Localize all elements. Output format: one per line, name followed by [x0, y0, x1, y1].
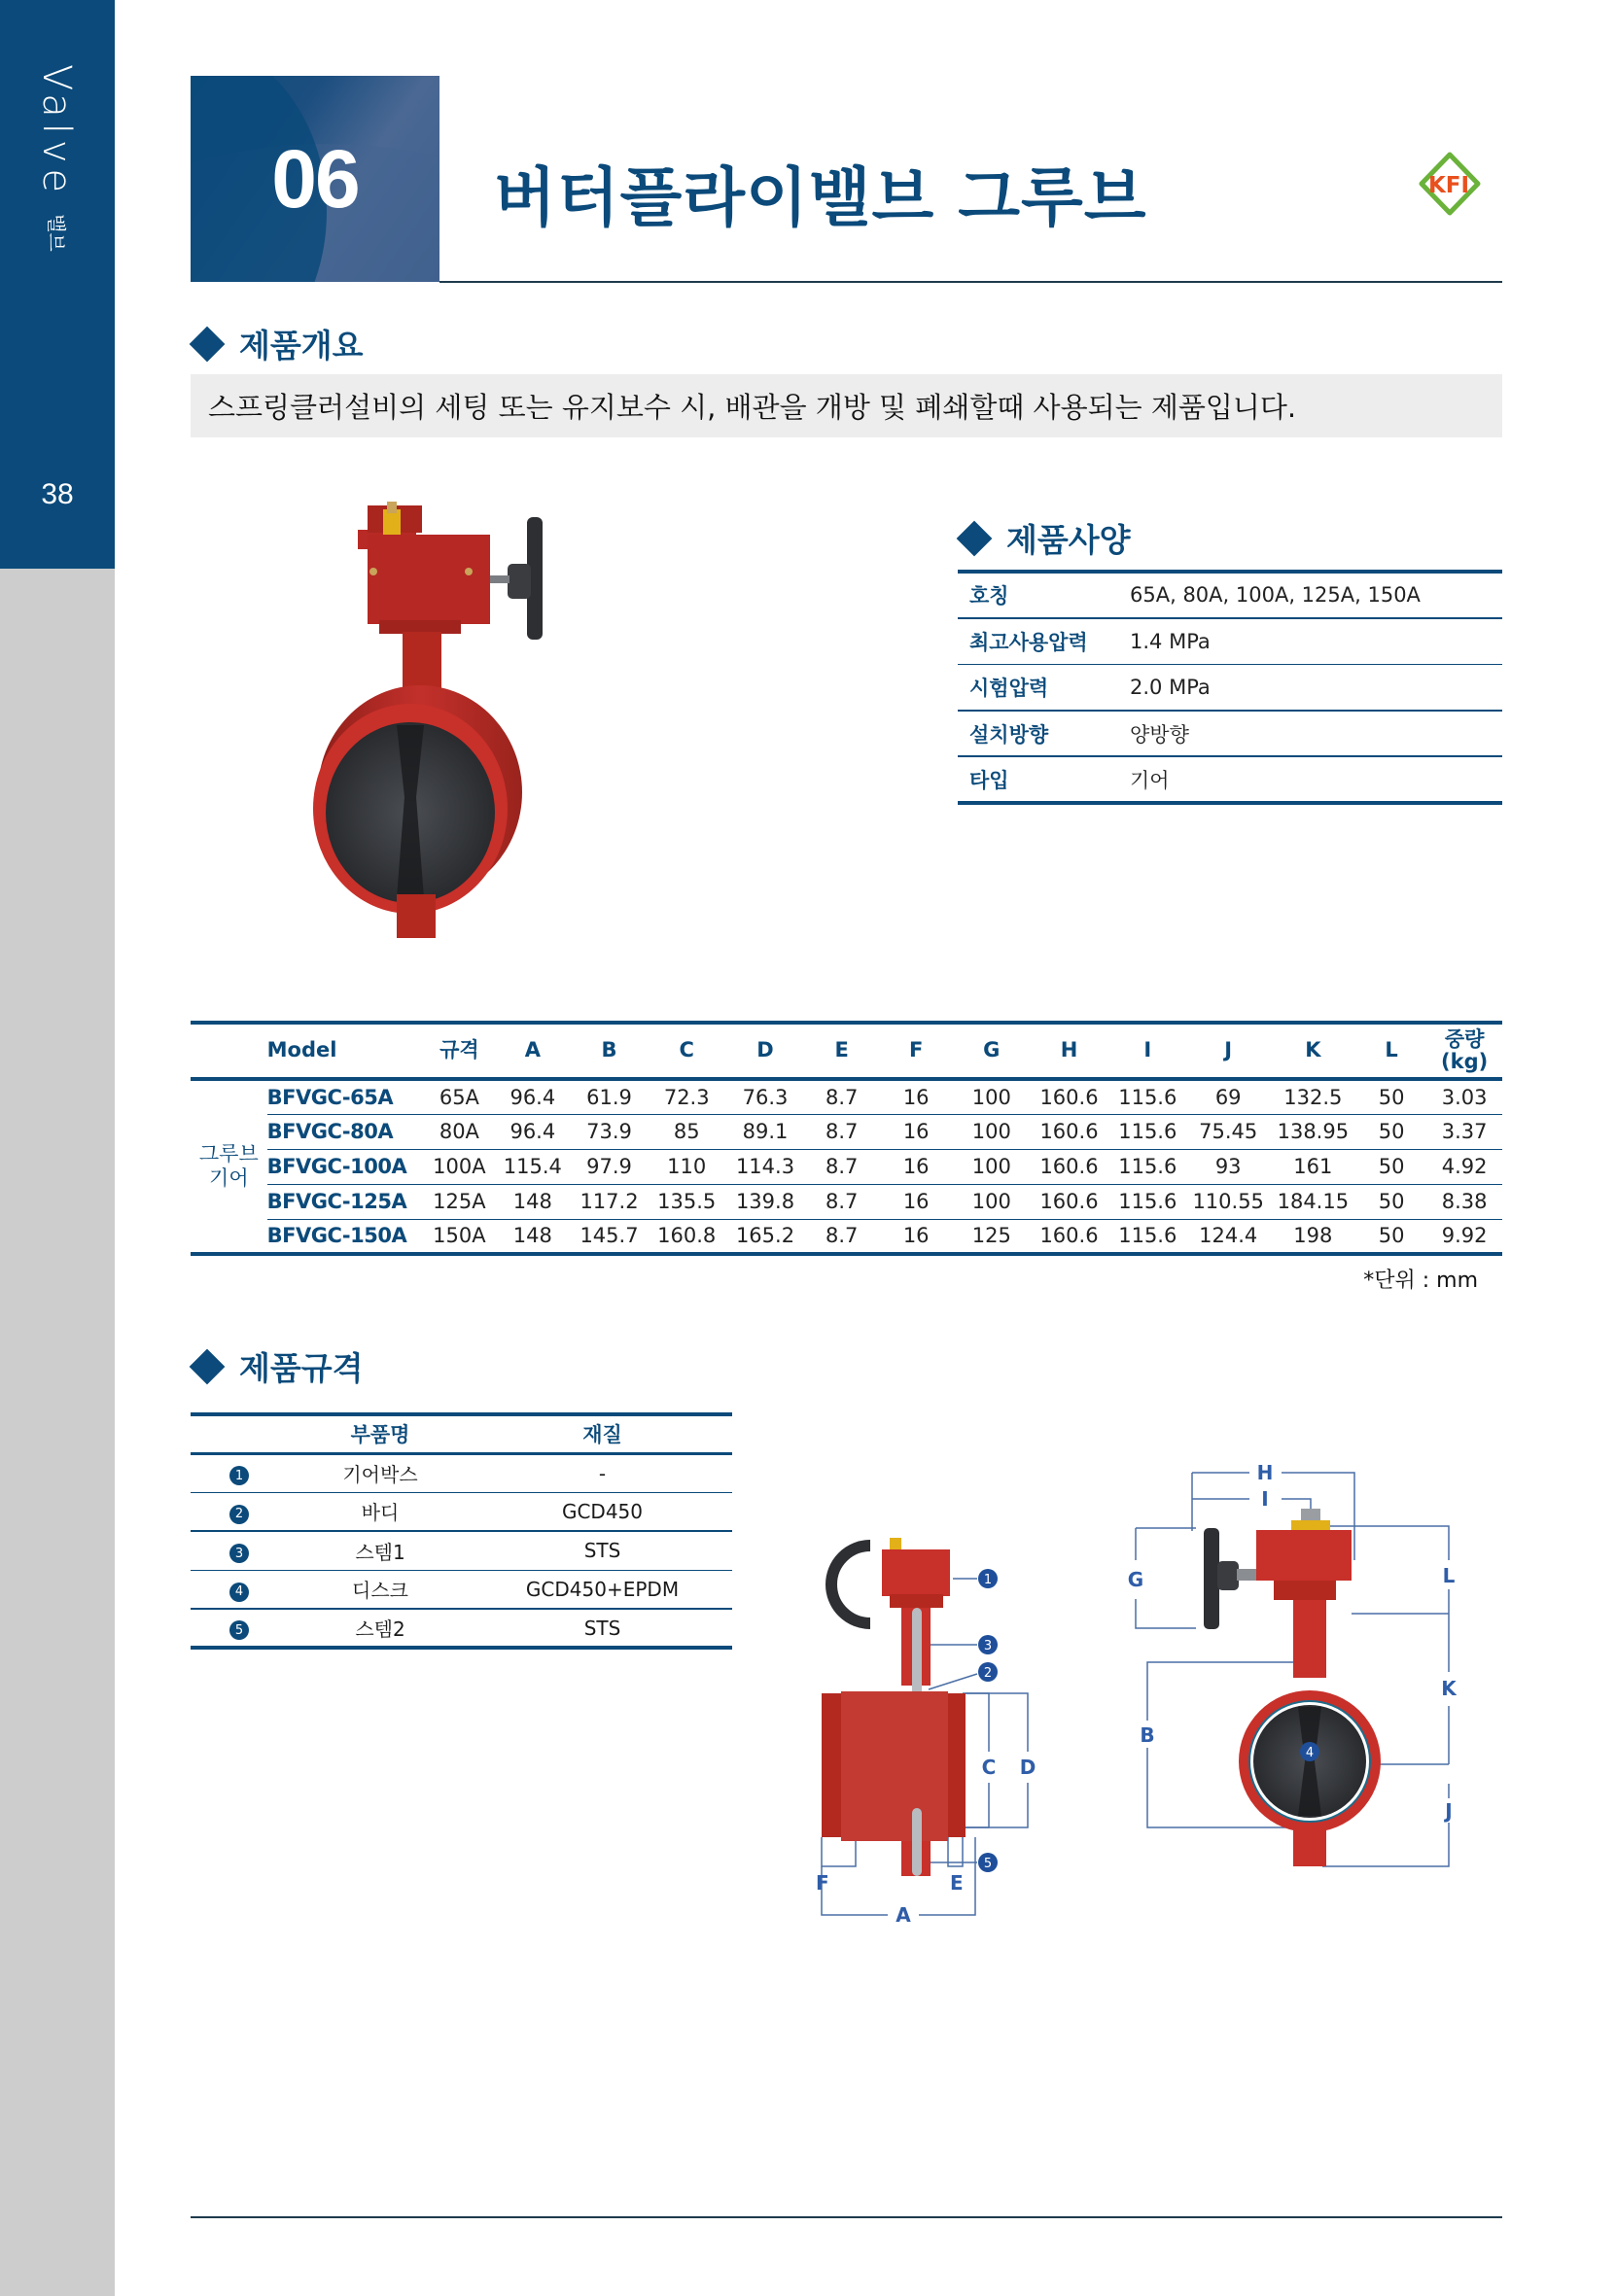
- side-gearbox: [882, 1549, 950, 1596]
- spec-row: [958, 711, 1502, 757]
- dim-cell: 80A: [424, 1114, 494, 1149]
- dim-header: G: [953, 1023, 1030, 1079]
- dim-row: [191, 1079, 1502, 1114]
- diagram-front-view: [1128, 1439, 1488, 1896]
- group-header: [191, 1023, 267, 1079]
- dim-label-i: I: [1261, 1487, 1269, 1511]
- spec-key: 시험압력: [958, 664, 1130, 711]
- dim-cell: 160.6: [1030, 1114, 1108, 1149]
- dim-header: C: [648, 1023, 726, 1079]
- dim-cell: 3.03: [1426, 1079, 1502, 1114]
- spec-value: 기어: [1130, 756, 1502, 803]
- spec-value: 65A, 80A, 100A, 125A, 150A: [1130, 572, 1502, 618]
- dim-cell: 160.6: [1030, 1149, 1108, 1184]
- dim-row: [191, 1149, 1502, 1184]
- model-cell: BFVGC-150A: [267, 1219, 425, 1254]
- dim-cell: 100A: [424, 1149, 494, 1184]
- model-cell: BFVGC-80A: [267, 1114, 425, 1149]
- dim-cell: 125: [953, 1219, 1030, 1254]
- part-number-badge: 3: [229, 1544, 249, 1563]
- dim-cell: 115.6: [1108, 1219, 1187, 1254]
- model-cell: BFVGC-65A: [267, 1079, 425, 1114]
- kfi-logo-text: KFI: [1427, 173, 1470, 198]
- overview-heading-text: 제품개요: [239, 327, 364, 365]
- dim-label-g: G: [1128, 1568, 1144, 1591]
- dim-cell: 100: [953, 1184, 1030, 1219]
- chapter-number: 06: [271, 132, 359, 225]
- dim-cell: 150A: [424, 1219, 494, 1254]
- dim-cell: 100: [953, 1114, 1030, 1149]
- part-number-badge: 2: [229, 1505, 249, 1524]
- dim-cell: 96.4: [495, 1079, 572, 1114]
- dim-cell: 114.3: [726, 1149, 805, 1184]
- dim-cell: 8.38: [1426, 1184, 1502, 1219]
- dim-cell: 16: [879, 1149, 954, 1184]
- diamond-bullet-icon: [190, 1348, 226, 1384]
- parts-heading: [191, 1343, 364, 1389]
- dim-cell: 184.15: [1270, 1184, 1356, 1219]
- dim-label-e: E: [950, 1871, 964, 1895]
- overview-text: 스프링클러설비의 세팅 또는 유지보수 시, 배관을 개방 및 폐쇄할때 사용되는 제품입니다.: [208, 391, 1297, 424]
- dim-header: D: [726, 1023, 805, 1079]
- callout-number: 2: [983, 1666, 993, 1681]
- part-material: GCD450+EPDM: [473, 1570, 732, 1609]
- overview-description: [191, 374, 1502, 437]
- dim-cell: 160.8: [648, 1219, 726, 1254]
- dim-row: [191, 1114, 1502, 1149]
- diamond-bullet-icon: [190, 326, 226, 362]
- dim-cell: 8.7: [804, 1219, 879, 1254]
- dim-header-weight: [1426, 1023, 1502, 1079]
- spec-row: [958, 572, 1502, 618]
- dim-header: 규격: [424, 1023, 494, 1079]
- category-ko: 밸브: [45, 214, 68, 252]
- parts-row: [191, 1609, 732, 1648]
- dim-header: L: [1356, 1023, 1426, 1079]
- part-name: 디스크: [288, 1570, 473, 1609]
- dim-cell: 115.4: [495, 1149, 572, 1184]
- spec-key: 타입: [958, 756, 1130, 803]
- footer-divider: [191, 2216, 1502, 2218]
- dim-cell: 110.55: [1187, 1184, 1270, 1219]
- dim-label-h: H: [1256, 1461, 1274, 1484]
- dim-cell: 50: [1356, 1219, 1426, 1254]
- dim-cell: 132.5: [1270, 1079, 1356, 1114]
- model-cell: BFVGC-100A: [267, 1149, 425, 1184]
- group-label: [191, 1079, 267, 1254]
- sidebar-gray-band: [0, 569, 115, 2296]
- diamond-bullet-icon: [957, 520, 993, 556]
- spec-heading-text: 제품사양: [1006, 521, 1131, 559]
- dim-cell: 124.4: [1187, 1219, 1270, 1254]
- part-number-badge: 1: [229, 1466, 249, 1485]
- dim-cell: 8.7: [804, 1114, 879, 1149]
- dim-cell: 139.8: [726, 1184, 805, 1219]
- dim-cell: 145.7: [571, 1219, 648, 1254]
- front-gearbox: [1256, 1530, 1352, 1581]
- parts-row: [191, 1453, 732, 1492]
- dim-cell: 160.6: [1030, 1079, 1108, 1114]
- category-en: Valve: [34, 64, 79, 199]
- dim-row: [191, 1219, 1502, 1254]
- group-label-line1: 그루브: [198, 1141, 259, 1165]
- parts-row: [191, 1531, 732, 1570]
- overview-heading: [191, 321, 364, 366]
- spec-table: [958, 570, 1502, 805]
- dim-header: I: [1108, 1023, 1187, 1079]
- dim-cell: 65A: [424, 1079, 494, 1114]
- dim-cell: 165.2: [726, 1219, 805, 1254]
- dim-label-c: C: [981, 1756, 997, 1779]
- model-cell: BFVGC-125A: [267, 1184, 425, 1219]
- dim-cell: 93: [1187, 1149, 1270, 1184]
- dim-header: H: [1030, 1023, 1108, 1079]
- dim-label-j: J: [1445, 1799, 1453, 1823]
- dim-cell: 198: [1270, 1219, 1356, 1254]
- product-image-butterfly-valve: [292, 496, 574, 953]
- dim-label-f: F: [816, 1871, 829, 1895]
- callout-number: 4: [1305, 1746, 1315, 1760]
- dim-cell: 135.5: [648, 1184, 726, 1219]
- dim-cell: 9.92: [1426, 1219, 1502, 1254]
- gearbox: [368, 535, 490, 624]
- part-name: 스템2: [288, 1609, 473, 1648]
- part-name: 기어박스: [288, 1453, 473, 1492]
- header-divider: [439, 281, 1502, 283]
- dim-cell: 110: [648, 1149, 726, 1184]
- parts-header-name: 부품명: [288, 1414, 473, 1453]
- dim-label-l: L: [1442, 1564, 1456, 1587]
- dim-cell: 125A: [424, 1184, 494, 1219]
- dim-label-d: D: [1019, 1756, 1036, 1779]
- unit-note: *단위 : mm: [1363, 1269, 1478, 1293]
- spec-row: [958, 664, 1502, 711]
- dim-cell: 8.7: [804, 1149, 879, 1184]
- spec-value: 양방향: [1130, 711, 1502, 757]
- dim-cell: 50: [1356, 1079, 1426, 1114]
- dim-cell: 148: [495, 1219, 572, 1254]
- dim-header: E: [804, 1023, 879, 1079]
- spec-value: 1.4 MPa: [1130, 618, 1502, 665]
- dim-header: K: [1270, 1023, 1356, 1079]
- dim-cell: 4.92: [1426, 1149, 1502, 1184]
- dim-cell: 75.45: [1187, 1114, 1270, 1149]
- group-label-line2: 기어: [209, 1166, 249, 1190]
- dim-cell: 73.9: [571, 1114, 648, 1149]
- dim-cell: 16: [879, 1079, 954, 1114]
- parts-header-no: [191, 1414, 288, 1453]
- dim-cell: 96.4: [495, 1114, 572, 1149]
- dim-header: J: [1187, 1023, 1270, 1079]
- spec-value: 2.0 MPa: [1130, 664, 1502, 711]
- dim-cell: 100: [953, 1149, 1030, 1184]
- part-name: 바디: [288, 1492, 473, 1531]
- dim-header: F: [879, 1023, 954, 1079]
- part-material: STS: [473, 1531, 732, 1570]
- weight-header-line2: (kg): [1441, 1050, 1489, 1073]
- dim-row: [191, 1184, 1502, 1219]
- spec-key: 최고사용압력: [958, 618, 1130, 665]
- dim-cell: 50: [1356, 1184, 1426, 1219]
- side-body: [841, 1691, 948, 1841]
- dim-cell: 117.2: [571, 1184, 648, 1219]
- diagram-side-view: [812, 1526, 1055, 1934]
- dim-label-a: A: [896, 1903, 911, 1927]
- dim-cell: 115.6: [1108, 1079, 1187, 1114]
- dim-header: A: [495, 1023, 572, 1079]
- parts-row: [191, 1492, 732, 1531]
- dim-cell: 85: [648, 1114, 726, 1149]
- dim-cell: 72.3: [648, 1079, 726, 1114]
- spec-key: 설치방향: [958, 711, 1130, 757]
- dim-cell: 50: [1356, 1114, 1426, 1149]
- dim-cell: 61.9: [571, 1079, 648, 1114]
- callout-number: 1: [983, 1573, 993, 1587]
- parts-header-material: 재질: [473, 1414, 732, 1453]
- dim-cell: 89.1: [726, 1114, 805, 1149]
- dim-header: B: [571, 1023, 648, 1079]
- dim-cell: 50: [1356, 1149, 1426, 1184]
- dim-cell: 3.37: [1426, 1114, 1502, 1149]
- callout-number: 3: [983, 1639, 993, 1653]
- part-material: GCD450: [473, 1492, 732, 1531]
- dim-cell: 161: [1270, 1149, 1356, 1184]
- dim-cell: 160.6: [1030, 1219, 1108, 1254]
- dim-cell: 16: [879, 1114, 954, 1149]
- dim-cell: 76.3: [726, 1079, 805, 1114]
- sidebar-category-label: [29, 64, 84, 297]
- weight-header-line1: 중량: [1444, 1026, 1485, 1051]
- spec-key: 호칭: [958, 572, 1130, 618]
- dim-cell: 100: [953, 1079, 1030, 1114]
- dimension-table: [191, 1021, 1502, 1256]
- spec-heading: [958, 515, 1131, 561]
- dim-header: Model: [267, 1023, 425, 1079]
- page-number: 38: [41, 478, 74, 510]
- page-title: 버터플라이밸브 그루브: [494, 160, 1147, 235]
- dim-cell: 97.9: [571, 1149, 648, 1184]
- dim-label-b: B: [1140, 1723, 1155, 1747]
- dim-cell: 8.7: [804, 1079, 879, 1114]
- part-number-badge: 5: [229, 1620, 249, 1640]
- dim-cell: 148: [495, 1184, 572, 1219]
- part-name: 스템1: [288, 1531, 473, 1570]
- dim-cell: 69: [1187, 1079, 1270, 1114]
- part-material: -: [473, 1453, 732, 1492]
- dim-cell: 16: [879, 1184, 954, 1219]
- parts-row: [191, 1570, 732, 1609]
- dim-cell: 8.7: [804, 1184, 879, 1219]
- dim-cell: 115.6: [1108, 1184, 1187, 1219]
- parts-heading-text: 제품규격: [239, 1349, 364, 1387]
- part-number-badge: 4: [229, 1583, 249, 1602]
- kfi-logo: [1416, 152, 1484, 216]
- part-material: STS: [473, 1609, 732, 1648]
- dim-cell: 160.6: [1030, 1184, 1108, 1219]
- spec-row: [958, 618, 1502, 665]
- dim-cell: 16: [879, 1219, 954, 1254]
- spec-row: [958, 756, 1502, 803]
- parts-table: [191, 1412, 732, 1650]
- callout-number: 5: [983, 1857, 993, 1871]
- dim-cell: 115.6: [1108, 1114, 1187, 1149]
- dim-label-k: K: [1441, 1677, 1457, 1700]
- dim-cell: 138.95: [1270, 1114, 1356, 1149]
- dim-cell: 115.6: [1108, 1149, 1187, 1184]
